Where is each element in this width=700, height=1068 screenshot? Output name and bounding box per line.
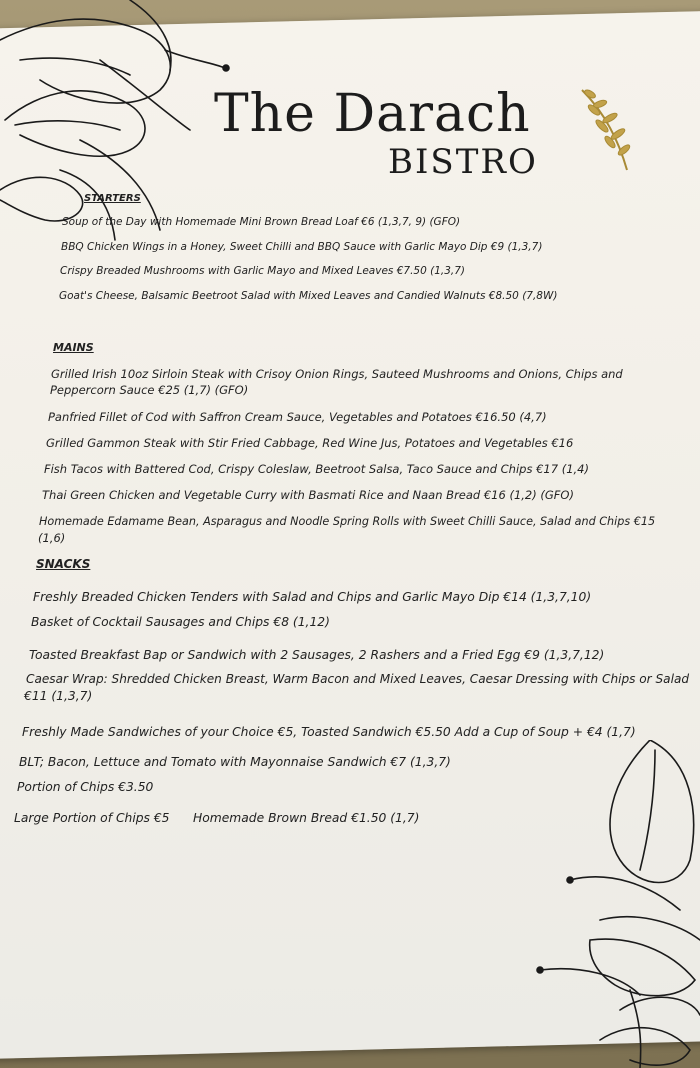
menu-item: Toasted Breakfast Bap or Sandwich with 2 Sausages, 2 Rashers and a Fried Egg €9 (1,3,7,12) (29, 648, 605, 662)
menu-item-continued: (1,6) (38, 531, 66, 545)
menu-item-continued: Peppercorn Sauce €25 (1,7) (GFO) (50, 383, 249, 397)
menu-item: Thai Green Chicken and Vegetable Curry with Basmati Rice and Naan Bread €16 (1,2) (GFO) (42, 488, 574, 502)
section-heading-mains: MAINS (53, 341, 94, 354)
menu-item: Basket of Cocktail Sausages and Chips €8 (1,12) (31, 615, 330, 629)
menu-item: Caesar Wrap: Shredded Chicken Breast, Warm Bacon and Mixed Leaves, Caesar Dressing with Chips or Salad (26, 672, 690, 686)
menu-item: Soup of the Day with Homemade Mini Brown Bread Loaf €6 (1,3,7, 9) (GFO) (62, 216, 461, 228)
menu-item-continued: €11 (1,3,7) (24, 689, 93, 703)
menu-item: Homemade Edamame Bean, Asparagus and Noodle Spring Rolls with Sweet Chilli Sauce, Salad and Chips €15 (39, 515, 656, 528)
menu-item: Freshly Made Sandwiches of your Choice €5, Toasted Sandwich €5.50 Add a Cup of Soup + €4 (1,7) (22, 725, 636, 739)
menu-item: Grilled Gammon Steak with Stir Fried Cabbage, Red Wine Jus, Potatoes and Vegetables €16 (46, 436, 574, 450)
menu-item: BLT; Bacon, Lettuce and Tomato with Mayonnaise Sandwich €7 (1,3,7) (19, 755, 451, 769)
restaurant-name: The Darach (214, 84, 531, 144)
menu-item: Freshly Breaded Chicken Tenders with Salad and Chips and Garlic Mayo Dip €14 (1,3,7,10) (33, 590, 592, 604)
restaurant-subtitle: BISTRO (388, 142, 538, 182)
menu-item: Portion of Chips €3.50 (17, 780, 154, 794)
menu-item: Goat's Cheese, Balsamic Beetroot Salad with Mixed Leaves and Candied Walnuts €8.50 (7,8W) (59, 290, 558, 302)
menu-item: Large Portion of Chips €5 Homemade Brown Bread €1.50 (1,7) (14, 811, 420, 825)
menu-item: BBQ Chicken Wings in a Honey, Sweet Chilli and BBQ Sauce with Garlic Mayo Dip €9 (1,3,7) (61, 241, 543, 253)
section-heading-starters: STARTERS (84, 193, 141, 204)
menu-item: Crispy Breaded Mushrooms with Garlic Mayo and Mixed Leaves €7.50 (1,3,7) (60, 265, 466, 277)
menu-item: Panfried Fillet of Cod with Saffron Cream Sauce, Vegetables and Potatoes €16.50 (4,7) (48, 410, 547, 424)
menu-item: Fish Tacos with Battered Cod, Crispy Coleslaw, Beetroot Salsa, Taco Sauce and Chips €17 (1,4) (44, 462, 589, 476)
section-heading-snacks: SNACKS (36, 557, 91, 571)
menu-sheet (0, 11, 700, 1059)
menu-item: Grilled Irish 10oz Sirloin Steak with Crisoy Onion Rings, Sauteed Mushrooms and Onions, Chips and (51, 367, 623, 381)
